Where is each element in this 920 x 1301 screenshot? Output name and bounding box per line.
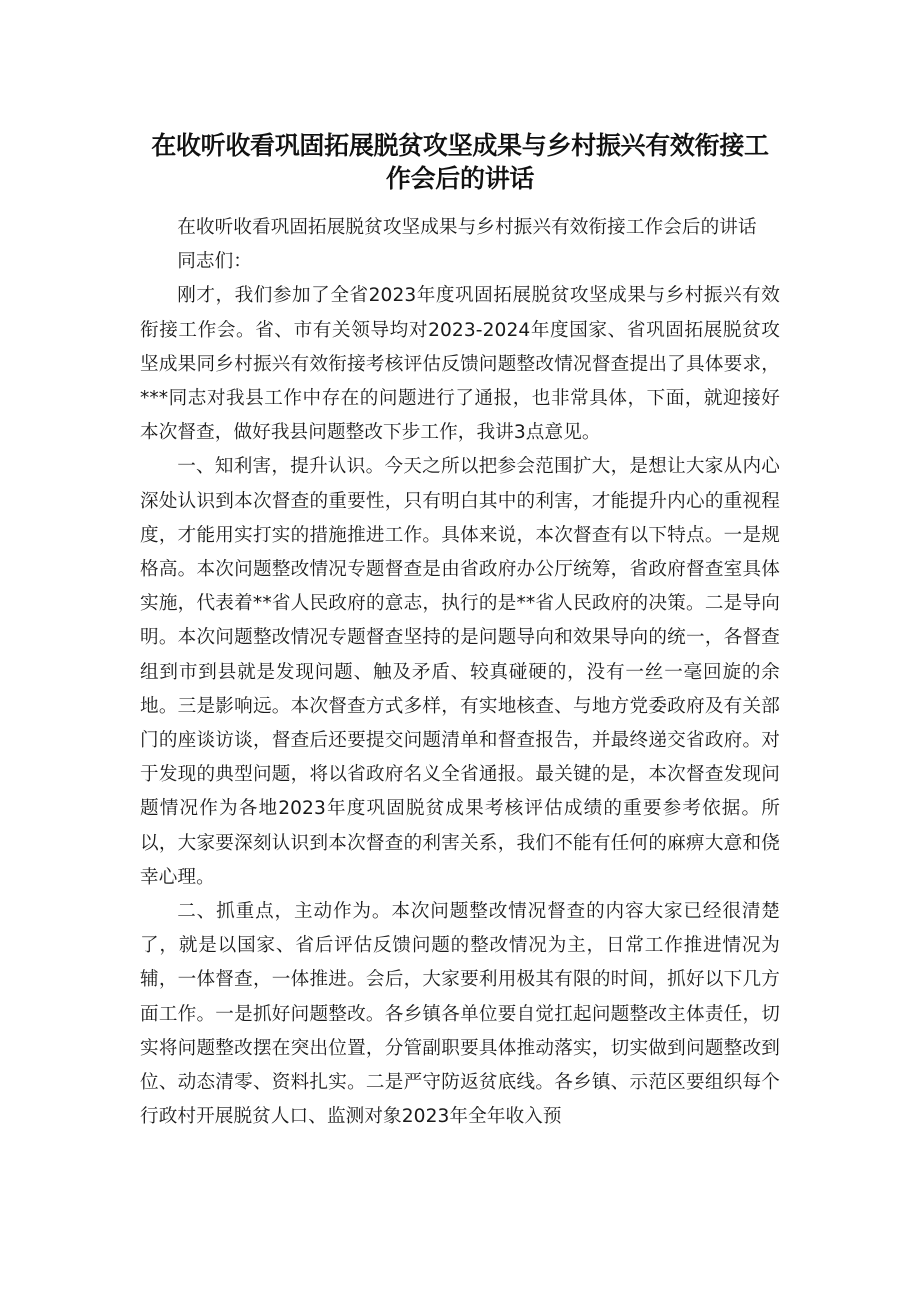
section-two-paragraph: 二、抓重点，主动作为。本次问题整改情况督查的内容大家已经很清楚了，就是以国家、省后评估反馈问题的整改情况为主，日常工作推进情况为辅，一体督查，一体推进。会后，大家要利用极其有限的时间，抓好以下几方面工作。一是抓好问题整改。各乡镇各单位要自觉扛起问题整改主体责任，切实将问题整改摆在突出位置，分管副职要具体推动落实，切实做到问题整改到位、动态清零、资料扎实。二是严守防返贫底线。各乡镇、示范区要组织每个行政村开展脱贫人口、监测对象2023年全年收入预 — [140, 901, 780, 1128]
intro-paragraph: 刚才，我们参加了全省2023年度巩固拓展脱贫攻坚成果与乡村振兴有效衔接工作会。省、市有关领导均对2023-2024年度国家、省巩固拓展脱贫攻坚成果同乡村振兴有效衔接考核评估反馈问题整改情况督查提出了具体要求，***同志对我县工作中存在的问题进行了通报，也非常具体，下面，就迎接好本次督查，做好我县问题整改下步工作，我讲3点意见。 — [140, 285, 780, 444]
section-one-paragraph: 一、知利害，提升认识。今天之所以把参会范围扩大，是想让大家从内心深处认识到本次督查的重要性，只有明白其中的利害，才能提升内心的重视程度，才能用实打实的措施推进工作。具体来说，本次督查有以下特点。一是规格高。本次问题整改情况专题督查是由省政府办公厅统筹，省政府督查室具体实施，代表着**省人民政府的意志，执行的是**省人民政府的决策。二是导向明。本次问题整改情况专题督查坚持的是问题导向和效果导向的统一，各督查组到市到县就是发现问题、触及矛盾、较真碰硬的，没有一丝一毫回旋的余地。三是影响远。本次督查方式多样，有实地核查、与地方党委政府及有关部门的座谈访谈，督查后还要提交问题清单和督查报告，并最终递交省政府。对于发现的典型问题，将以省政府名义全省通报。最关键的是，本次督查发现问题情况作为各地2023年度巩固脱贫成果考核评估成绩的重要参考依据。所以，大家要深刻认识到本次督查的利害关系，我们不能有任何的麻痹大意和侥幸心理。 — [140, 456, 780, 888]
document-body — [140, 211, 780, 1134]
document-title: 在收听收看巩固拓展脱贫攻坚成果与乡村振兴有效衔接工作会后的讲话 — [151, 130, 769, 193]
salutation-paragraph: 同志们： — [177, 251, 252, 273]
subtitle-paragraph: 在收听收看巩固拓展脱贫攻坚成果与乡村振兴有效衔接工作会后的讲话 — [177, 217, 757, 238]
